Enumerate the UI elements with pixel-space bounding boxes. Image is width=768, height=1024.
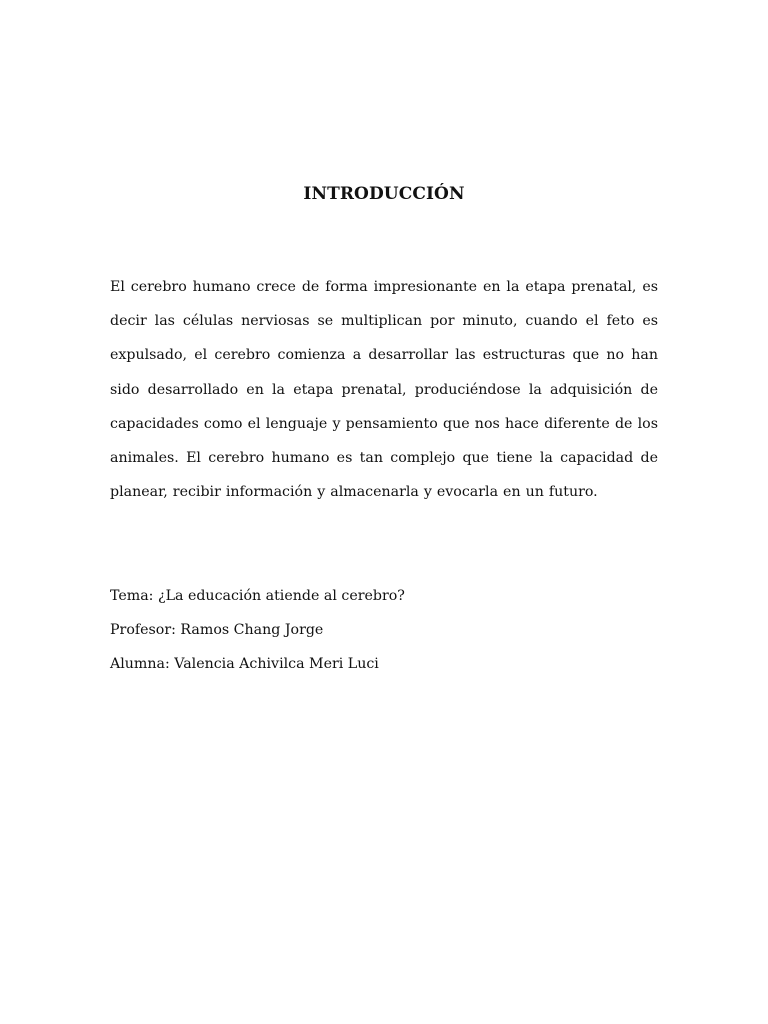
tema-line: Tema: ¿La educación atiende al cerebro? — [110, 588, 405, 604]
introduction-paragraph: El cerebro humano crece de forma impresionante en la etapa prenatal, es decir las células nerviosas se multiplican por minuto, cuando el feto es expulsado, el cerebro comienza a desarrollar las estructuras que no han sido desarrollado en la etapa prenatal, produciéndose la adquisición de capacidades como el lenguaje y pensamiento que nos hace diferente de los animales. El cerebro humano es tan complejo que tiene la capacidad de planear, recibir información y almacenarla y evocarla en un futuro. — [110, 279, 658, 501]
page-title: INTRODUCCIÓN — [303, 184, 465, 204]
profesor-line: Profesor: Ramos Chang Jorge — [110, 622, 324, 639]
document-metadata — [110, 579, 658, 682]
alumna-line: Alumna: Valencia Achivilca Meri Luci — [110, 656, 379, 673]
